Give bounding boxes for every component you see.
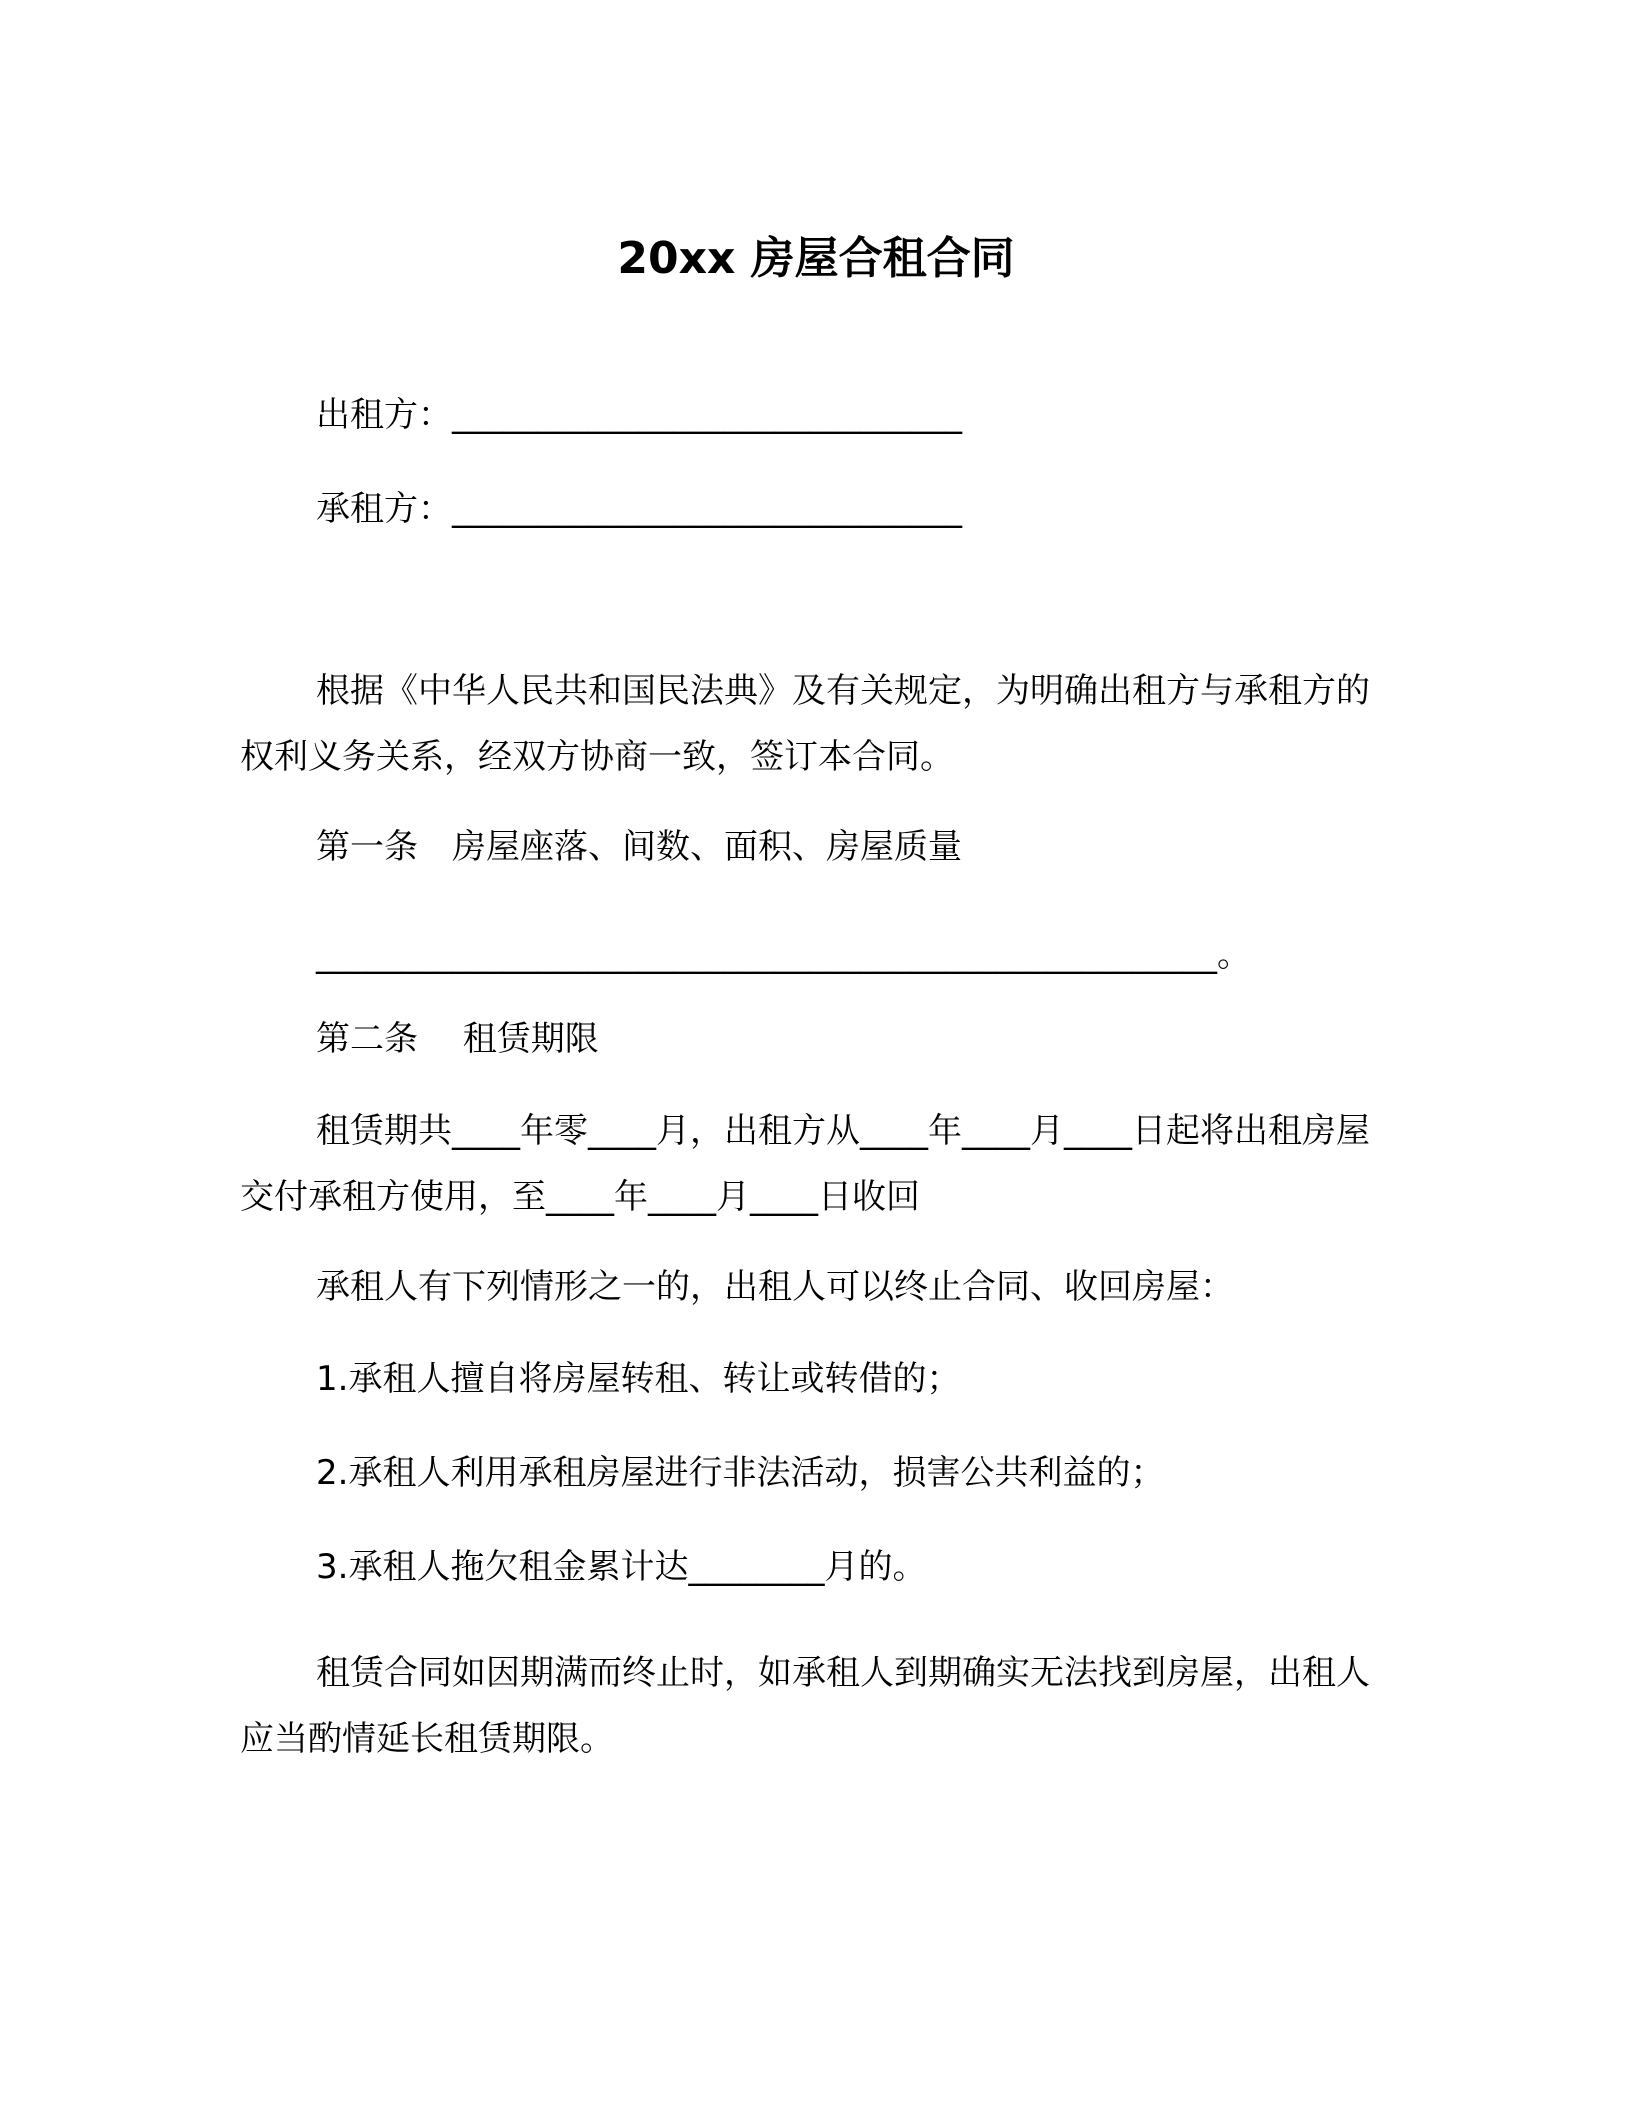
- article1-blank: _____________________________________________________。: [316, 935, 1251, 975]
- intro-paragraph: 根据《中华人民共和国民法典》及有关规定，为明确出租方与承租方的权利义务关系，经双方协商一致，签订本合同。: [240, 671, 1370, 777]
- lessor-line: 出租方：______________________________: [316, 395, 962, 435]
- lessee-line: 承租方：______________________________: [316, 489, 962, 529]
- termination-item: 1.承租人擅自将房屋转租、转让或转借的；: [316, 1359, 961, 1399]
- article2-term-paragraph: 租赁期共____年零____月，出租方从____年____月____日起将出租房屋交付承租方使用，至____年____月____日收回: [240, 1111, 1370, 1217]
- termination-intro: 承租人有下列情形之一的，出租人可以终止合同、收回房屋：: [316, 1267, 1234, 1307]
- extension-paragraph: 租赁合同如因期满而终止时，如承租人到期确实无法找到房屋，出租人应当酌情延长租赁期限。: [240, 1653, 1370, 1759]
- article1-heading: 第一条 房屋座落、间数、面积、房屋质量: [316, 827, 962, 867]
- termination-item: 3.承租人拖欠租金累计达________月的。: [316, 1547, 927, 1587]
- document-title: 20xx 房屋合租合同: [617, 233, 1015, 284]
- article2-heading: 第二条 租赁期限: [316, 1019, 599, 1059]
- termination-item: 2.承租人利用承租房屋进行非法活动，损害公共利益的；: [316, 1453, 1165, 1493]
